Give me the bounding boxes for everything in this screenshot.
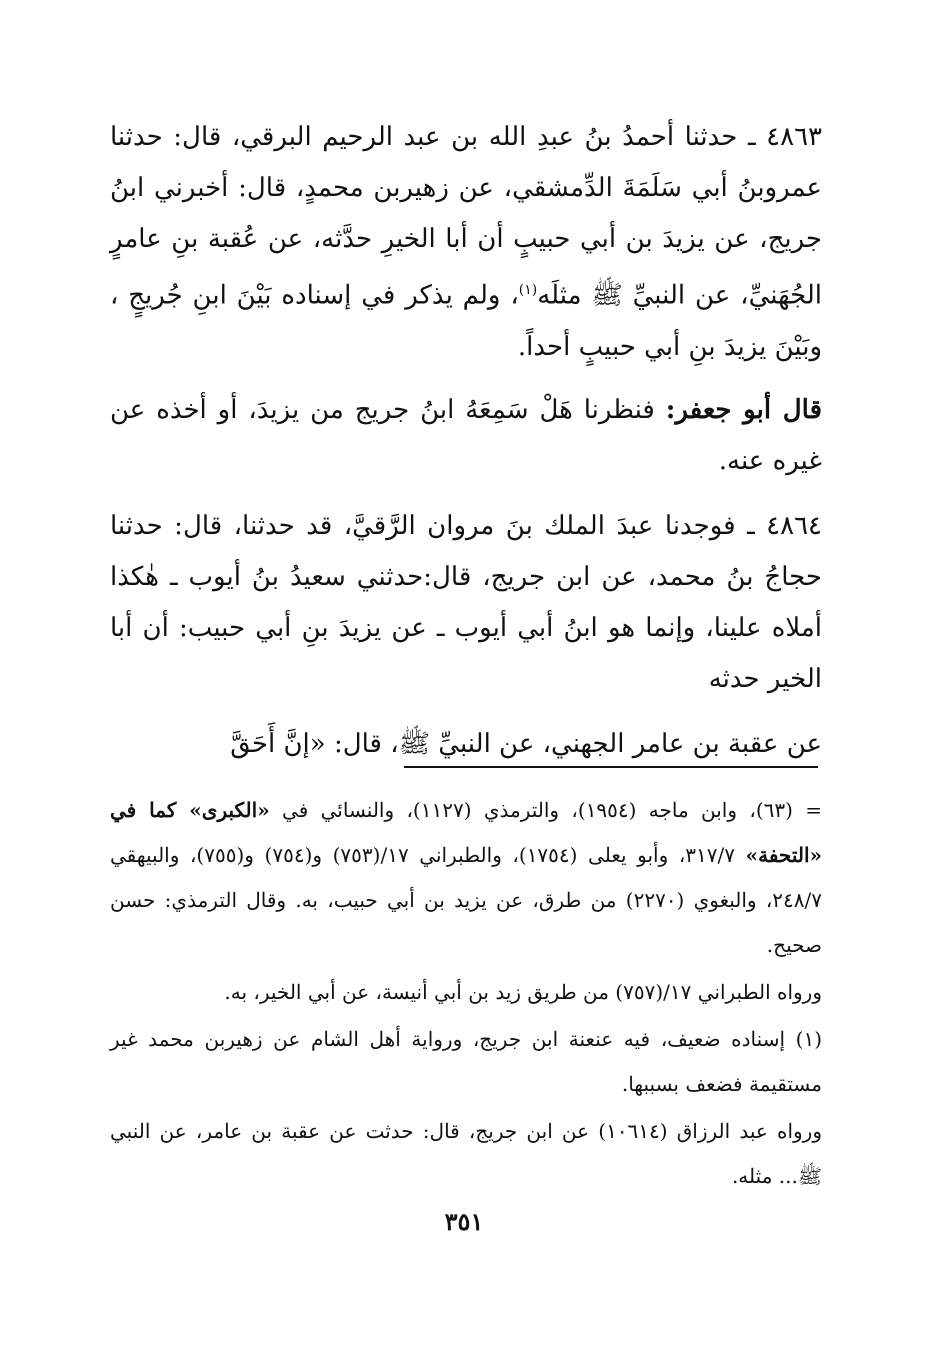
hadith-4864-matn-text: عن عقبة بن عامر الجهني، عن النبيِّ ﷺ، قال: «إنَّ أَحَقَّ (230, 728, 822, 759)
footnote-abdurrazzaq (110, 1109, 822, 1199)
main-text (110, 112, 822, 770)
hadith-4864-text: ٤٨٦٤ ـ فوجدنا عبدَ الملك بنَ مروان الرَّقيَّ، قد حدثنا، قال: حدثنا حجاجُ بنُ محمد، عن ابن جريج، قال:حدثني سعيدُ بنُ أيوب ـ هٰكذا أملاه علينا، وإنما هو ابنُ أبي أيوب ـ عن يزيدَ بنِ أبي حبيب: أن أبا الخير حدثه (110, 510, 822, 694)
hadith-4864 (110, 501, 822, 705)
footnote-continuation (110, 788, 822, 968)
abu-jafar-comment (110, 385, 822, 487)
hadith-4863-text-1: ٤٨٦٣ ـ حدثنا أحمدُ بنُ عبدِ الله بن عبد الرحيم البرقي، قال: حدثنا عمروبنُ أبي سَلَمَةَ الدِّمشقي، عن زهيربن محمدٍ، قال: أخبرني ابنُ جريج، عن يزيدَ بن أبي حبيبٍ أن أبا الخيرِ حدَّثه، عن عُقبة بنِ عامرٍ الجُهَنيِّ، عن النبيِّ ﷺ مثلَه (110, 122, 822, 311)
footnote-continuation-text-2: ٣١٧/٧، وأبو يعلى (١٧٥٤)، والطبراني ١٧/(٧٥٣) و(٧٥٤) و(٧٥٥)، والبيهقي ٢٤٨/٧، والبغوي (٢٢٧٠) من طرق، عن يزيد بن أبي حبيب، به. وقال الترمذي: حسن صحيح. (110, 843, 822, 957)
abu-jafar-label: قال أبو جعفر: (665, 394, 822, 425)
footnote-1-text: (١) إسناده ضعيف، فيه عنعنة ابن جريج، ورواية أهل الشام عن زهيربن محمد غير مستقيمة فضعف بسببها. (110, 1027, 822, 1096)
footnote-tabarani (110, 970, 822, 1015)
page-number: ٣٥١ (444, 1207, 484, 1236)
footnote-abdurrazzaq-text: ورواه عبد الرزاق (١٠٦١٤) عن ابن جريج، قال: حدثت عن عقبة بن عامر، عن النبي ﷺ... مثله. (110, 1119, 822, 1188)
footnotes (110, 788, 822, 1199)
hadith-4863-text-2: ، ولم يذكر في إسناده بَيْنَ ابنِ جُريجٍ ، وبَيْنَ يزيدَ بنِ أبي حبيبٍ أحداً. (110, 280, 822, 362)
footnote-continuation-bold: «الكبرى» كما في «التحفة» (110, 798, 823, 867)
footnote-continuation-text-1: = (٦٣)، وابن ماجه (١٩٥٤)، والترمذي (١١٢٧)، والنسائي في (269, 798, 823, 822)
footnote-separator (404, 766, 818, 768)
abu-jafar-text: فنظرنا هَلْ سَمِعَهُ ابنُ جريج من يزيدَ، أو أخذه عن غيره عنه. (110, 394, 822, 476)
hadith-4864-matn (110, 719, 822, 770)
footnote-tabarani-text: ورواه الطبراني ١٧/(٧٥٧) من طريق زيد بن أبي أنيسة، عن أبي الخير، به. (224, 980, 822, 1004)
footnote-1 (110, 1017, 822, 1107)
footnote-ref-1: (١) (518, 282, 538, 298)
hadith-4863 (110, 112, 822, 373)
